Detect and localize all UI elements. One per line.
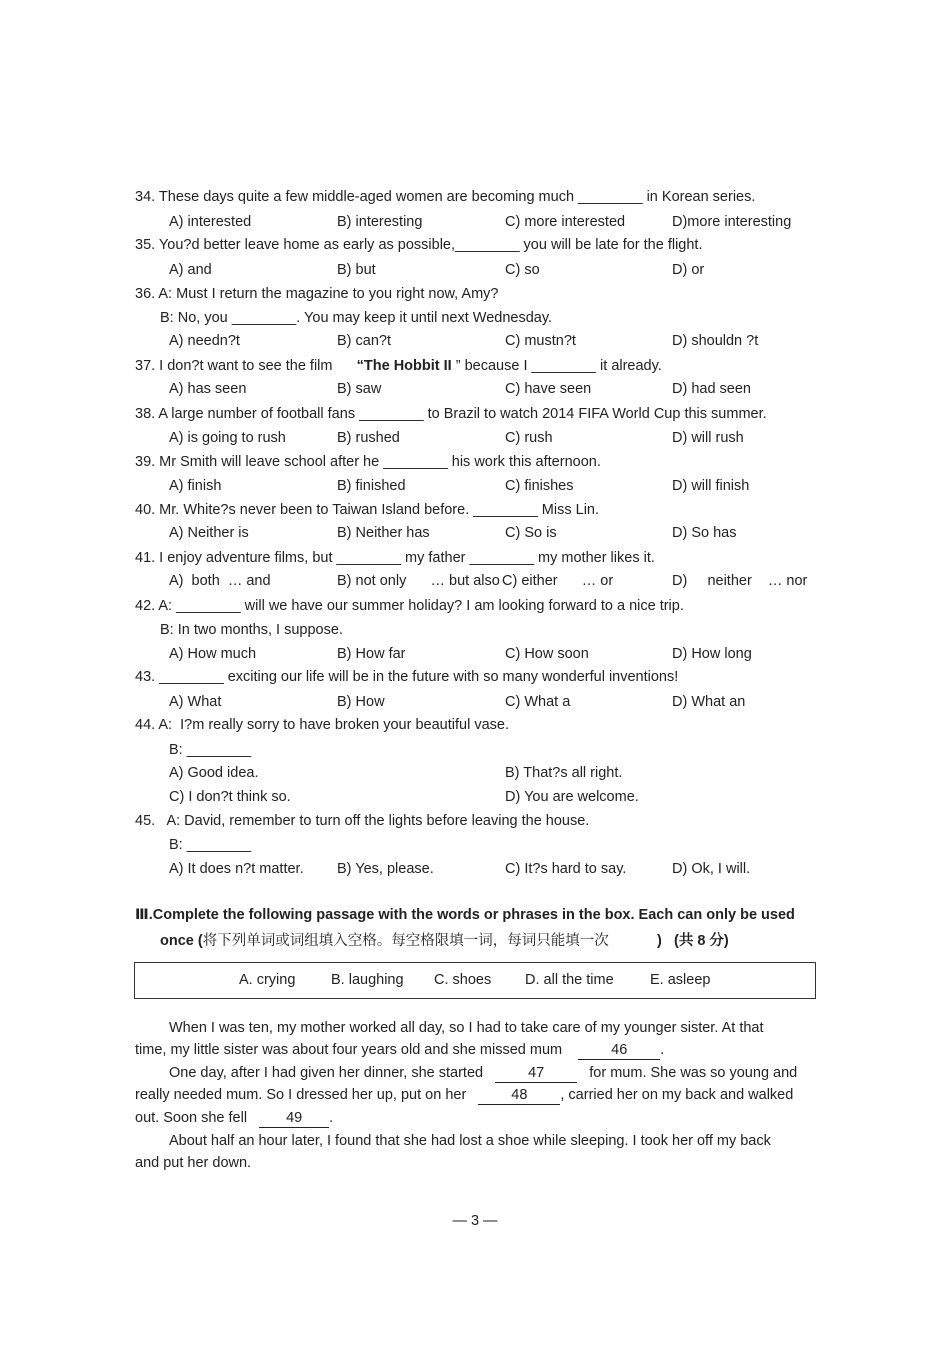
q44-option-a: A) Good idea. xyxy=(169,765,259,781)
passage-p2-line1-post: for mum. She was so young and xyxy=(589,1065,798,1081)
q43-option-c: C) What a xyxy=(505,694,571,710)
q34-option-c: C) more interested xyxy=(505,214,626,230)
question-36-stem-b: B: No, you ________. You may keep it until next Wednesday. xyxy=(160,310,553,326)
q44-option-b: B) That?s all right. xyxy=(505,765,623,781)
question-45-stem-b: B: ________ xyxy=(169,837,252,853)
q41-option-b: B) not only … but also xyxy=(337,573,500,589)
q37-option-c: C) have seen xyxy=(505,381,592,397)
q35-option-c: C) so xyxy=(505,262,540,278)
question-44-stem-b: B: ________ xyxy=(169,742,252,758)
q38-option-c: C) rush xyxy=(505,430,553,446)
q34-option-b: B) interesting xyxy=(337,214,423,230)
blank-47: 47 xyxy=(495,1064,577,1083)
q41-option-a: A) both … and xyxy=(169,573,271,589)
passage-p2-line2-pre: really needed mum. So I dressed her up, put on her xyxy=(135,1087,467,1103)
passage-p2-line3: out. Soon she fell 49 . xyxy=(135,1110,334,1126)
q37-option-d: D) had seen xyxy=(672,381,751,397)
passage-p2-line3-pre: out. Soon she fell xyxy=(135,1110,248,1126)
q43-option-b: B) How xyxy=(337,694,385,710)
q36-option-b: B) can?t xyxy=(337,333,391,349)
q35-option-a: A) and xyxy=(169,262,212,278)
q45-option-c: C) It?s hard to say. xyxy=(505,861,627,877)
q41-option-d: D) neither … nor xyxy=(672,573,808,589)
word-box-item-e: E. asleep xyxy=(650,972,711,988)
word-box xyxy=(134,962,816,999)
q40-option-c: C) So is xyxy=(505,525,557,541)
q42-option-a: A) How much xyxy=(169,646,257,662)
q39-option-c: C) finishes xyxy=(505,478,574,494)
passage-p2-line1 xyxy=(169,1063,797,1083)
q37-film-title: “The Hobbit II xyxy=(356,358,452,374)
q38-option-d: D) will rush xyxy=(672,430,744,446)
question-42-stem: 42. A: ________ will we have our summer holiday? I am looking forward to a nice trip. xyxy=(135,598,684,614)
q40-option-b: B) Neither has xyxy=(337,525,430,541)
word-box-item-c: C. shoes xyxy=(434,972,492,988)
section-3-instructions-cn: 将下列单词或词组填入空格。每空格限填一词，每词只能填一次 xyxy=(202,933,609,949)
q41-option-c: C) either … or xyxy=(502,573,614,589)
question-40-stem: 40. Mr. White?s never been to Taiwan Island before. ________ Miss Lin. xyxy=(135,502,600,518)
q44-option-d: D) You are welcome. xyxy=(505,789,639,805)
q39-option-a: A) finish xyxy=(169,478,222,494)
q36-option-d: D) shouldn ?t xyxy=(672,333,759,349)
q40-option-a: A) Neither is xyxy=(169,525,249,541)
question-35-stem: 35. You?d better leave home as early as possible,________ you will be late for the flight. xyxy=(135,237,703,253)
q43-option-d: D) What an xyxy=(672,694,746,710)
passage-p2-line1-pre: One day, after I had given her dinner, she started xyxy=(169,1065,484,1081)
section-3-subtitle xyxy=(160,931,729,951)
q35-option-b: B) but xyxy=(337,262,376,278)
q42-option-b: B) How far xyxy=(337,646,406,662)
passage-p3-line2: and put her down. xyxy=(135,1155,252,1171)
q43-option-a: A) What xyxy=(169,694,222,710)
q34-option-a: A) interested xyxy=(169,214,252,230)
passage-p2-line2 xyxy=(135,1085,793,1105)
word-box-item-a: A. crying xyxy=(239,972,296,988)
q37-stem-pre: 37. I don?t want to see the film xyxy=(135,358,333,374)
passage-p1-line1: When I was ten, my mother worked all day, so I had to take care of my younger sister. At that xyxy=(169,1020,764,1036)
section-3-subtitle-pre: once ( xyxy=(160,933,203,949)
question-39-stem: 39. Mr Smith will leave school after he ________ his work this afternoon. xyxy=(135,454,601,470)
q44-option-c: C) I don?t think so. xyxy=(169,789,291,805)
q45-option-b: B) Yes, please. xyxy=(337,861,434,877)
question-43-stem: 43. ________ exciting our life will be in the future with so many wonderful inventions! xyxy=(135,669,679,685)
page-number: — 3 — xyxy=(452,1213,498,1229)
q39-option-b: B) finished xyxy=(337,478,406,494)
q42-option-d: D) How long xyxy=(672,646,752,662)
q45-option-a: A) It does n?t matter. xyxy=(169,861,304,877)
q40-option-d: D) So has xyxy=(672,525,737,541)
q37-stem-post: ” because I ________ it already. xyxy=(455,358,662,374)
word-box-item-d: D. all the time xyxy=(525,972,614,988)
section-3-subtitle-close: ) xyxy=(657,933,662,949)
q37-option-a: A) has seen xyxy=(169,381,247,397)
q37-option-b: B) saw xyxy=(337,381,382,397)
blank-46: 46 xyxy=(578,1041,660,1060)
q38-option-b: B) rushed xyxy=(337,430,400,446)
q34-option-d: D)more interesting xyxy=(672,214,792,230)
q45-option-d: D) Ok, I will. xyxy=(672,861,751,877)
question-44-stem: 44. A: I?m really sorry to have broken your beautiful vase. xyxy=(135,717,509,733)
word-box-item-b: B. laughing xyxy=(331,972,404,988)
question-42-stem-b: B: In two months, I suppose. xyxy=(160,622,343,638)
q39-option-d: D) will finish xyxy=(672,478,750,494)
question-38-stem: 38. A large number of football fans ________ to Brazil to watch 2014 FIFA World Cup this summer. xyxy=(135,406,767,422)
q36-option-a: A) needn?t xyxy=(169,333,240,349)
passage-p2-line2-post: , carried her on my back and walked xyxy=(560,1087,794,1103)
section-3-score: (共 8 分) xyxy=(673,933,729,949)
blank-48: 48 xyxy=(478,1086,560,1105)
q36-option-c: C) mustn?t xyxy=(505,333,576,349)
question-34-stem: 34. These days quite a few middle-aged women are becoming much ________ in Korean series. xyxy=(135,189,756,205)
question-41-stem: 41. I enjoy adventure films, but ________ my father ________ my mother likes it. xyxy=(135,550,655,566)
passage-p1-line2-text: time, my little sister was about four years old and she missed mum xyxy=(135,1042,563,1058)
section-3-title: Ⅲ.Complete the following passage with the words or phrases in the box. Each can only be used xyxy=(135,907,795,923)
passage-p3-line1: About half an hour later, I found that she had lost a shoe while sleeping. I took her off my back xyxy=(169,1133,771,1149)
passage-p1-line2: time, my little sister was about four years old and she missed mum 46 . xyxy=(135,1042,665,1058)
question-45-stem: 45. A: David, remember to turn off the lights before leaving the house. xyxy=(135,813,590,829)
question-37-stem xyxy=(135,356,662,376)
blank-49: 49 xyxy=(259,1109,329,1128)
question-36-stem: 36. A: Must I return the magazine to you right now, Amy? xyxy=(135,286,499,302)
q38-option-a: A) is going to rush xyxy=(169,430,286,446)
q35-option-d: D) or xyxy=(672,262,705,278)
q42-option-c: C) How soon xyxy=(505,646,589,662)
